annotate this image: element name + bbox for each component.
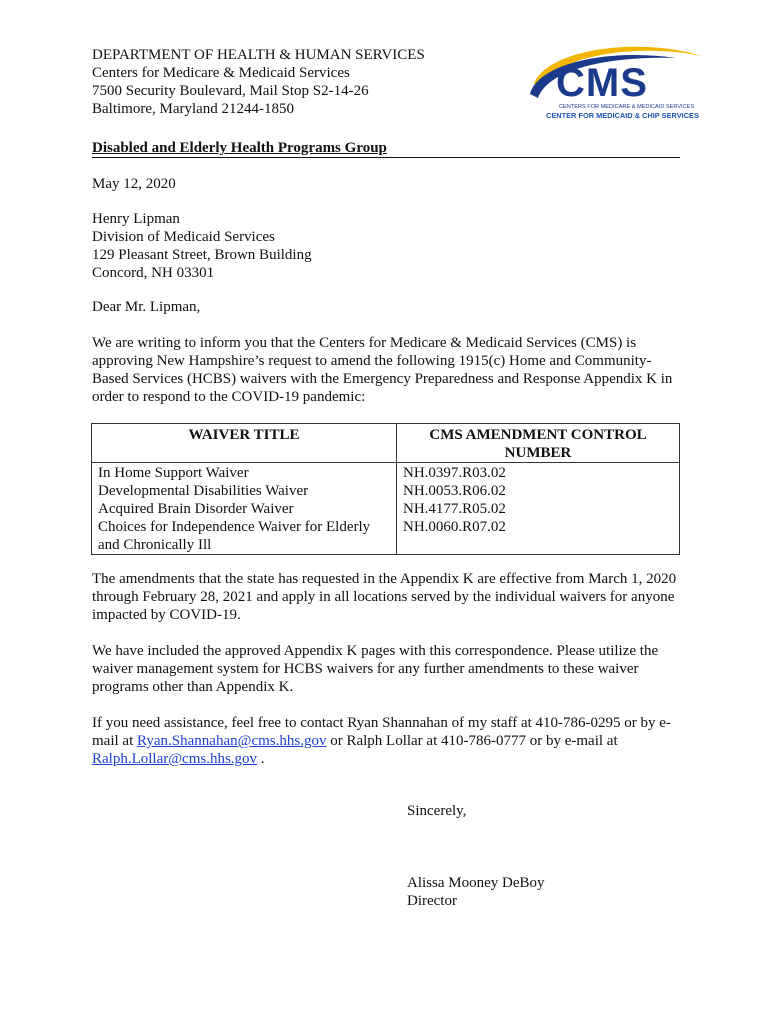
table-header-row — [92, 424, 680, 463]
signer-title: Director — [407, 893, 457, 909]
city-state-zip: Baltimore, Maryland 21244-1850 — [92, 101, 295, 117]
contact-text-middle: or Ralph Lollar at 410-786-0777 or by e-mail at — [326, 733, 618, 749]
paragraph-contact — [92, 714, 682, 768]
header-control-number: CMS AMENDMENT CONTROL NUMBER — [397, 424, 680, 463]
email-link-ryan[interactable]: Ryan.Shannahan@cms.hhs.gov — [137, 733, 327, 749]
paragraph-effective-dates: The amendments that the state has requested in the Appendix K are effective from March 1, 2020 through February 28, 2021 and apply in all locations served by the individual waivers for anyone impacted by COVID-19. — [92, 571, 677, 623]
letterhead-address — [92, 46, 425, 118]
group-heading: Disabled and Elderly Health Programs Group — [92, 139, 680, 158]
waiver-title: Choices for Independence Waiver for Elderly and Chronically Ill — [98, 519, 371, 553]
agency-name: Centers for Medicare & Medicaid Services — [92, 65, 350, 81]
street-address: 7500 Security Boulevard, Mail Stop S2-14-26 — [92, 83, 369, 99]
header-waiver-title: WAIVER TITLE — [92, 424, 397, 463]
control-number: NH.0053.R06.02 — [403, 483, 506, 499]
control-number: NH.0397.R03.02 — [403, 465, 506, 481]
closing: Sincerely, — [407, 803, 467, 819]
cms-logo-graphic — [526, 38, 716, 124]
email-link-ralph[interactable]: Ralph.Lollar@cms.hhs.gov — [92, 751, 258, 767]
salutation: Dear Mr. Lipman, — [92, 299, 201, 315]
waiver-title: Acquired Brain Disorder Waiver — [98, 501, 294, 517]
logo-subtitle-ccs: CENTER FOR MEDICAID & CHIP SERVICES — [546, 111, 699, 120]
department-name: DEPARTMENT OF HEALTH & HUMAN SERVICES — [92, 47, 425, 63]
contact-text-after: . — [257, 751, 265, 767]
letter-date: May 12, 2020 — [92, 176, 176, 192]
table-row — [92, 463, 680, 555]
logo-acronym: CMS — [556, 61, 648, 105]
contact-text-before: If you need assistance, feel free to contact Ryan Shannahan of my staff at 410-786-0295 or by e-mail at — [92, 715, 671, 749]
recipient-block — [92, 210, 312, 282]
waiver-titles-cell — [92, 463, 397, 555]
recipient-division: Division of Medicaid Services — [92, 229, 275, 245]
logo-subtitle-cms: CENTERS FOR MEDICARE & MEDICAID SERVICES — [559, 104, 695, 110]
signature-block — [407, 874, 545, 910]
recipient-name: Henry Lipman — [92, 211, 180, 227]
waiver-title: In Home Support Waiver — [98, 465, 249, 481]
recipient-city: Concord, NH 03301 — [92, 265, 215, 281]
recipient-street: 129 Pleasant Street, Brown Building — [92, 247, 312, 263]
control-number: NH.0060.R07.02 — [403, 519, 506, 535]
paragraph-intro: We are writing to inform you that the Centers for Medicare & Medicaid Services (CMS) is approving New Hampshire’s request to amend the following 1915(c) Home and Community-Based Services (HCBS) waivers with the Emergency Preparedness and Response Appendix K in order to respond to the COVID-19 pandemic: — [92, 335, 673, 405]
control-number: NH.4177.R05.02 — [403, 501, 506, 517]
cms-logo — [526, 38, 716, 124]
waiver-title: Developmental Disabilities Waiver — [98, 483, 309, 499]
paragraph-appendix-k: We have included the approved Appendix K pages with this correspondence. Please utilize the waiver management system for HCBS waivers for any further amendments to these waiver programs other than Appendix K. — [92, 643, 659, 695]
signer-name: Alissa Mooney DeBoy — [407, 875, 545, 891]
control-numbers-cell — [397, 463, 680, 555]
waiver-table — [91, 423, 680, 555]
